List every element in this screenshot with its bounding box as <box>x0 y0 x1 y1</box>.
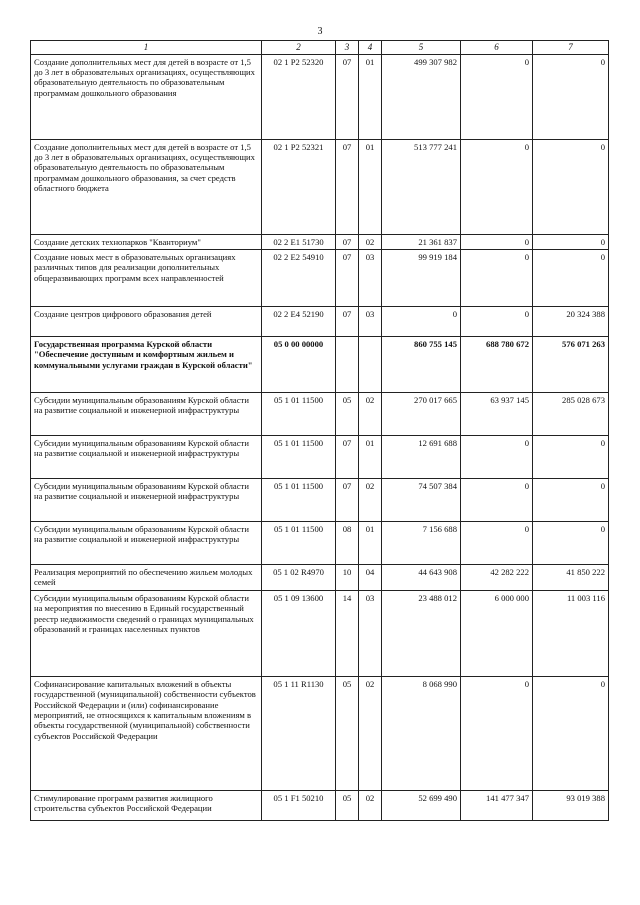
amount-col5: 74 507 384 <box>382 479 461 522</box>
amount-col5: 99 919 184 <box>382 250 461 307</box>
header-row <box>31 41 609 55</box>
item-name: Субсидии муниципальным образованиям Курской области на развитие социальной и инженерной инфраструктуры <box>31 479 262 522</box>
column-header: 7 <box>533 41 609 55</box>
table-row <box>31 791 609 821</box>
item-subsection: 01 <box>359 139 382 234</box>
amount-col6: 0 <box>461 307 533 337</box>
item-section: 08 <box>336 522 359 565</box>
item-code: 05 1 01 11500 <box>262 436 336 479</box>
amount-col7: 93 019 388 <box>533 791 609 821</box>
amount-col5: 7 156 688 <box>382 522 461 565</box>
item-code: 02 1 P2 52321 <box>262 139 336 234</box>
item-name: Субсидии муниципальным образованиям Курской области на развитие социальной и инженерной инфраструктуры <box>31 436 262 479</box>
column-header: 6 <box>461 41 533 55</box>
item-subsection: 02 <box>359 393 382 436</box>
item-section: 07 <box>336 436 359 479</box>
item-subsection: 02 <box>359 479 382 522</box>
amount-col6: 688 780 672 <box>461 337 533 393</box>
item-section: 05 <box>336 393 359 436</box>
item-section: 07 <box>336 479 359 522</box>
item-section: 07 <box>336 234 359 249</box>
table-row <box>31 393 609 436</box>
amount-col7: 0 <box>533 234 609 249</box>
item-name: Софинансирование капитальных вложений в объекты государственной (муниципальной) собственности субъектов Российской Федерации и (или) софинансирование мероприятий, не относящихся к капитальным вложениям в объекты государственной (муниципальной) собственности субъектов Российской Федерации <box>31 677 262 791</box>
item-code: 05 1 09 13600 <box>262 591 336 677</box>
item-name: Создание детских технопарков "Кванториум" <box>31 234 262 249</box>
table-row <box>31 337 609 393</box>
item-subsection: 02 <box>359 234 382 249</box>
amount-col7: 0 <box>533 139 609 234</box>
table-row <box>31 479 609 522</box>
amount-col5: 860 755 145 <box>382 337 461 393</box>
item-subsection: 01 <box>359 436 382 479</box>
amount-col7: 0 <box>533 54 609 139</box>
item-name: Субсидии муниципальным образованиям Курской области на развитие социальной и инженерной инфраструктуры <box>31 522 262 565</box>
item-code: 05 1 F1 50210 <box>262 791 336 821</box>
amount-col7: 11 003 116 <box>533 591 609 677</box>
item-code: 05 1 01 11500 <box>262 479 336 522</box>
amount-col6: 6 000 000 <box>461 591 533 677</box>
amount-col6: 0 <box>461 234 533 249</box>
column-header: 5 <box>382 41 461 55</box>
table-row <box>31 436 609 479</box>
item-name: Создание дополнительных мест для детей в возрасте от 1,5 до 3 лет в образовательных организациях, осуществляющих образовательную деятельность по образовательным программам дошкольного образования <box>31 54 262 139</box>
item-section: 10 <box>336 565 359 591</box>
amount-col7: 0 <box>533 479 609 522</box>
item-code: 05 1 11 R1130 <box>262 677 336 791</box>
item-name: Государственная программа Курской области "Обеспечение доступным и комфортным жильем и коммунальными услугами граждан в Курской области" <box>31 337 262 393</box>
table-row <box>31 565 609 591</box>
page-number: 3 <box>317 26 323 37</box>
item-section: 05 <box>336 791 359 821</box>
table-row <box>31 522 609 565</box>
budget-table <box>30 40 609 821</box>
item-name: Создание дополнительных мест для детей в возрасте от 1,5 до 3 лет в образовательных организациях, осуществляющих образовательную деятельность по образовательным программам дошкольного образования, за счет средств областного бюджета <box>31 139 262 234</box>
item-section: 07 <box>336 250 359 307</box>
amount-col6: 0 <box>461 522 533 565</box>
item-subsection: 01 <box>359 522 382 565</box>
table-row <box>31 591 609 677</box>
item-subsection: 03 <box>359 250 382 307</box>
item-name: Реализация мероприятий по обеспечению жильем молодых семей <box>31 565 262 591</box>
item-section: 14 <box>336 591 359 677</box>
item-code: 05 1 01 11500 <box>262 522 336 565</box>
item-name: Создание новых мест в образовательных организациях различных типов для реализации дополнительных общеразвивающих программ всех направленностей <box>31 250 262 307</box>
amount-col6: 63 937 145 <box>461 393 533 436</box>
item-code: 05 1 02 R4970 <box>262 565 336 591</box>
item-section <box>336 337 359 393</box>
amount-col6: 0 <box>461 250 533 307</box>
table-row <box>31 54 609 139</box>
amount-col5: 499 307 982 <box>382 54 461 139</box>
amount-col6: 0 <box>461 54 533 139</box>
item-code: 02 2 E4 52190 <box>262 307 336 337</box>
amount-col6: 0 <box>461 139 533 234</box>
item-name: Создание центров цифрового образования детей <box>31 307 262 337</box>
table-row <box>31 234 609 249</box>
item-name: Стимулирование программ развития жилищного строительства субъектов Российской Федерации <box>31 791 262 821</box>
item-name: Субсидии муниципальным образованиям Курской области на мероприятия по внесению в Единый государственный реестр недвижимости сведений о границах муниципальных образований и границах населенных пунктов <box>31 591 262 677</box>
amount-col7: 576 071 263 <box>533 337 609 393</box>
item-section: 07 <box>336 307 359 337</box>
amount-col7: 285 028 673 <box>533 393 609 436</box>
item-section: 07 <box>336 54 359 139</box>
amount-col7: 20 324 388 <box>533 307 609 337</box>
item-code: 02 2 E2 54910 <box>262 250 336 307</box>
amount-col5: 44 643 908 <box>382 565 461 591</box>
column-header: 1 <box>31 41 262 55</box>
amount-col6: 0 <box>461 677 533 791</box>
item-subsection <box>359 337 382 393</box>
item-section: 07 <box>336 139 359 234</box>
item-name: Субсидии муниципальным образованиям Курской области на развитие социальной и инженерной инфраструктуры <box>31 393 262 436</box>
item-subsection: 01 <box>359 54 382 139</box>
amount-col7: 0 <box>533 522 609 565</box>
column-header: 2 <box>262 41 336 55</box>
amount-col5: 21 361 837 <box>382 234 461 249</box>
table-row <box>31 139 609 234</box>
amount-col6: 0 <box>461 479 533 522</box>
item-section: 05 <box>336 677 359 791</box>
amount-col5: 513 777 241 <box>382 139 461 234</box>
amount-col5: 270 017 665 <box>382 393 461 436</box>
item-subsection: 04 <box>359 565 382 591</box>
amount-col5: 8 068 990 <box>382 677 461 791</box>
item-subsection: 02 <box>359 791 382 821</box>
column-header: 3 <box>336 41 359 55</box>
amount-col5: 0 <box>382 307 461 337</box>
amount-col6: 141 477 347 <box>461 791 533 821</box>
item-subsection: 02 <box>359 677 382 791</box>
amount-col6: 42 282 222 <box>461 565 533 591</box>
amount-col7: 41 850 222 <box>533 565 609 591</box>
item-subsection: 03 <box>359 591 382 677</box>
amount-col7: 0 <box>533 436 609 479</box>
item-code: 05 1 01 11500 <box>262 393 336 436</box>
amount-col5: 12 691 688 <box>382 436 461 479</box>
amount-col7: 0 <box>533 250 609 307</box>
item-subsection: 03 <box>359 307 382 337</box>
table-row <box>31 307 609 337</box>
amount-col5: 23 488 012 <box>382 591 461 677</box>
table-row <box>31 250 609 307</box>
amount-col5: 52 699 490 <box>382 791 461 821</box>
column-header: 4 <box>359 41 382 55</box>
amount-col7: 0 <box>533 677 609 791</box>
amount-col6: 0 <box>461 436 533 479</box>
item-code: 05 0 00 00000 <box>262 337 336 393</box>
table-row <box>31 677 609 791</box>
item-code: 02 1 P2 52320 <box>262 54 336 139</box>
item-code: 02 2 E1 51730 <box>262 234 336 249</box>
